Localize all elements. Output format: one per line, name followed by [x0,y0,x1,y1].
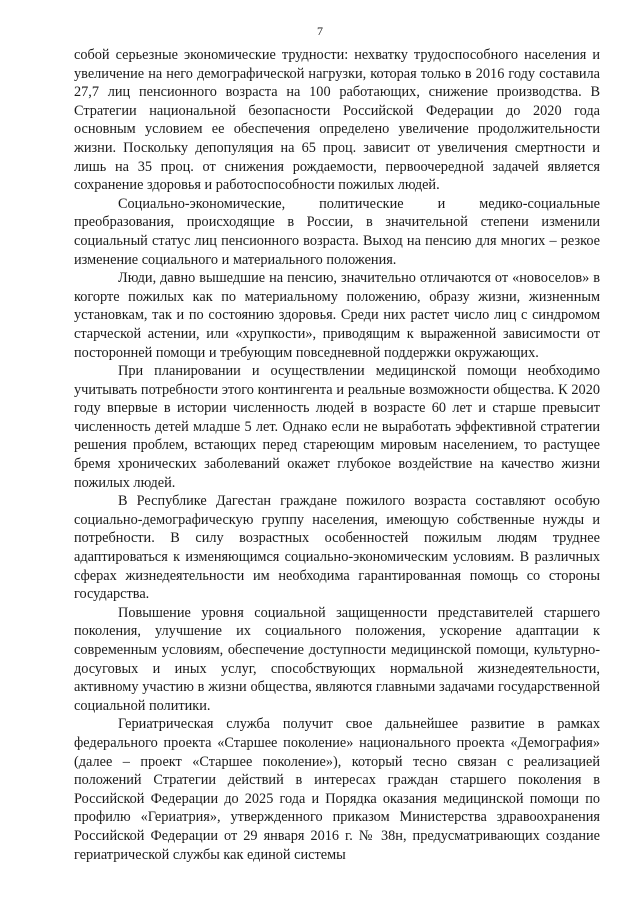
paragraph-3: Люди, давно вышедшие на пенсию, значительно отличаются от «новоселов» в когорте пожилых как по материальному положению, образу жизни, жизненным установкам, так и по состоянию здоровья. Среди них растет число лиц с синдромом старческой астении, или «хрупкости», приводящим к выраженной зависимости от посторонней помощи и требующим повседневной поддержки окружающих. [74,270,600,361]
paragraph-7: Гериатрическая служба получит свое дальнейшее развитие в рамках федерального проекта «Старшее поколение» национального проекта «Демография» (далее – проект «Старшее поколение»), который тесно связан с реализацией положений Стратегии действий в интересах граждан старшего поколения в Российской Федерации до 2025 года и Порядка оказания медицинской помощи по профилю «Гериатрия», утвержденного приказом Министерства здравоохранения Российской Федерации от 29 января 2016 г. № 38н, предусматривающих создание гериатрической службы как единой системы [74,716,600,863]
page-number: 7 [317,24,323,38]
paragraph-4: При планировании и осуществлении медицинской помощи необходимо учитывать потребности этого контингента и реальные возможности общества. К 2020 году впервые в истории численность людей в возрасте 60 лет и старше превысит численность детей младше 5 лет. Однако если не выработать эффективной стратегии решения проблем, встающих перед стареющим мировым населением, то растущее бремя хронических заболеваний окажет глубокое воздействие на качество жизни пожилых людей. [74,363,600,491]
paragraph-1: собой серьезные экономические трудности: нехватку трудоспособного населения и увеличение на него демографической нагрузки, которая только в 2016 году составила 27,7 лиц пенсионного возраста на 100 работающих, снижение производства. В Стратегии национальной безопасности Российской Федерации до 2020 года основным условием ее обеспечения определено увеличение продолжительности жизни. Поскольку депопуляция на 65 проц. зависит от увеличения смертности и лишь на 35 проц. от снижения рождаемости, первоочередной задачей является сохранение здоровья и работоспособности пожилых людей. [74,47,600,194]
paragraph-5: В Республике Дагестан граждане пожилого возраста составляют особую социально-демографическую группу населения, имеющую собственные нужды и потребности. В силу возрастных особенностей пожилым людям труднее адаптироваться к изменяющимся социально-экономическим условиям. В различных сферах жизнедеятельности им необходима гарантированная помощь со стороны государства. [74,493,600,603]
document-body [74,46,600,864]
paragraph-2: Социально-экономические, политические и медико-социальные преобразования, происходящие в России, в значительной степени изменили социальный статус лиц пенсионного возраста. Выход на пенсию для многих – резкое изменение социального и материального положения. [74,195,600,268]
paragraph-6: Повышение уровня социальной защищенности представителей старшего поколения, улучшение их социального положения, ускорение адаптации к современным условиям, обеспечение доступности медицинской помощи, культурно-досуговых и иных услуг, способствующих нормальной жизнедеятельности, активному участию в жизни общества, являются главными задачами государственной социальной политики. [74,604,600,714]
